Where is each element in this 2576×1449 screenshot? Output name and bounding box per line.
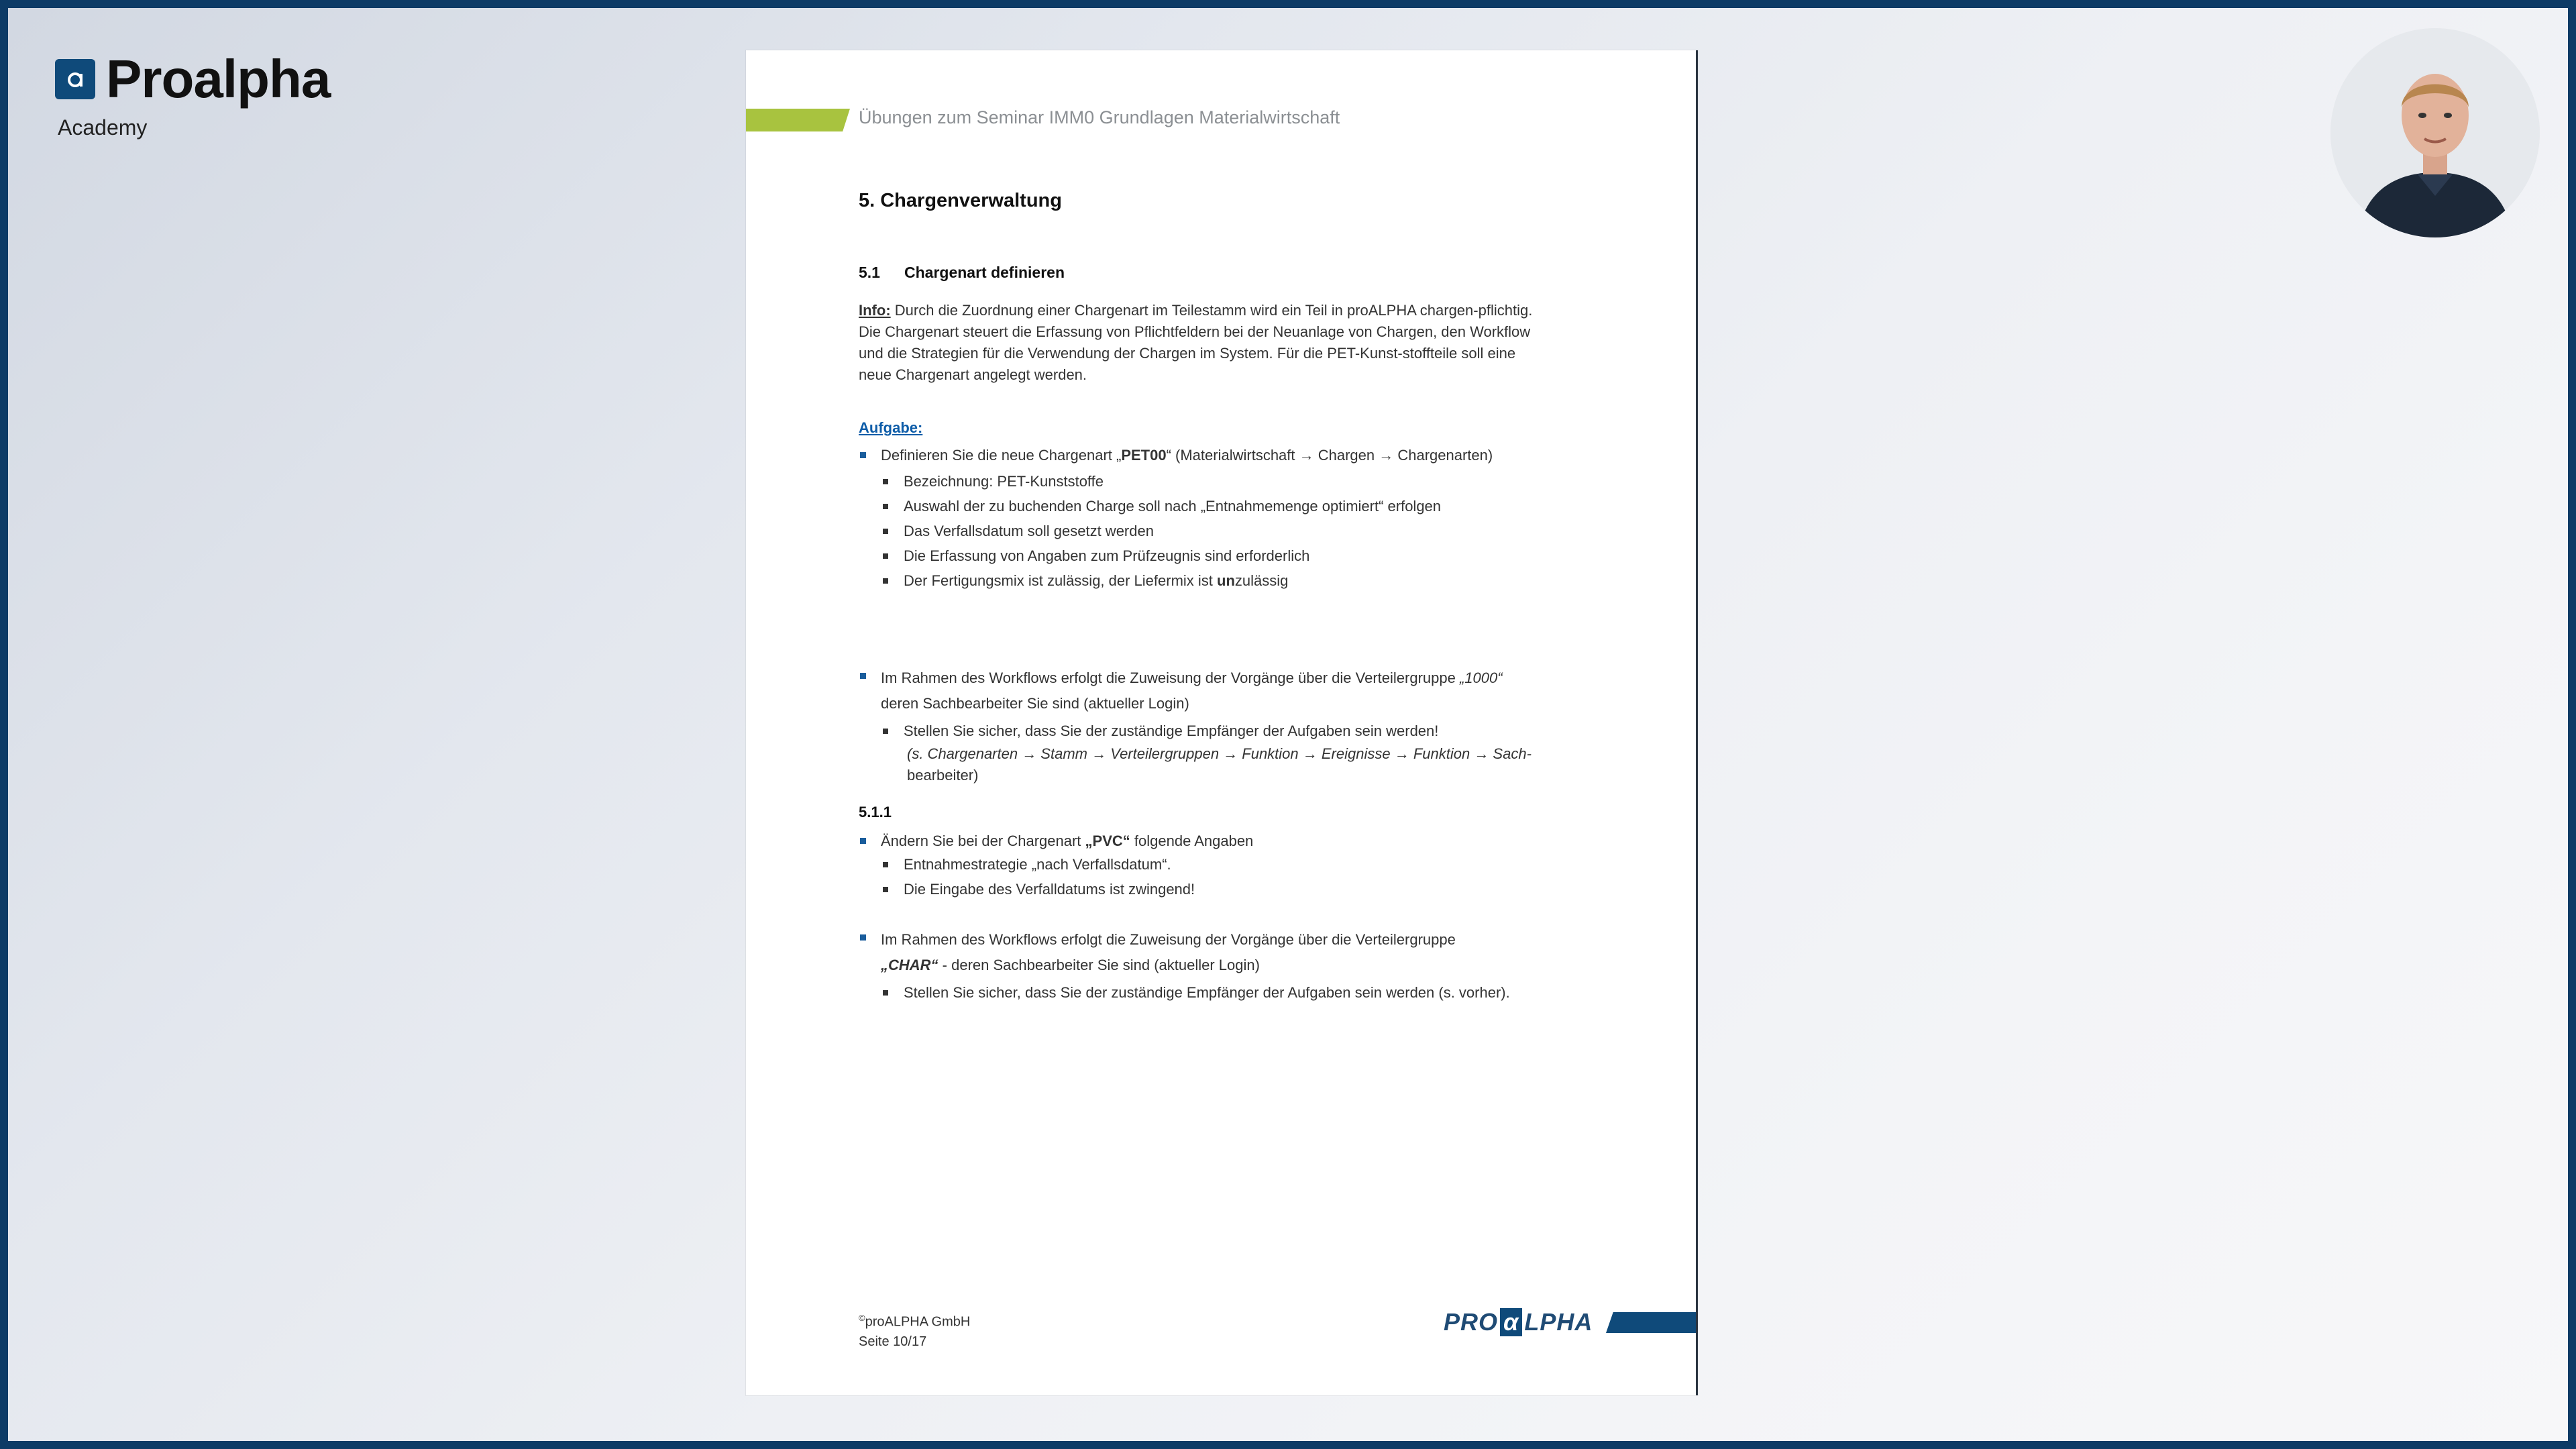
task-4: [859, 927, 1617, 1005]
presenter-webcam-avatar: [2330, 28, 2540, 237]
sub-list-item: Stellen Sie sicher, dass Sie der zuständige Empfänger der Aufgaben sein werden (s. vorher).: [859, 980, 1617, 1005]
sub-list-item: Stellen Sie sicher, dass Sie der zuständige Empfänger der Aufgaben sein werden!: [859, 718, 1617, 743]
sub-list-item: Entnahmestrategie „nach Verfallsdatum“.: [859, 852, 1617, 877]
sub-list-item: Das Verfallsdatum soll gesetzt werden: [859, 519, 1617, 543]
list-item: Im Rahmen des Workflows erfolgt die Zuweisung der Vorgänge über die Verteilergruppe „1000“ deren Sachbearbeiter Sie sind (aktueller Login): [859, 665, 1617, 716]
footer-company: proALPHA GmbH: [865, 1314, 971, 1330]
task-2: [859, 665, 1617, 786]
alpha-logo-icon: [55, 59, 95, 99]
brand-logo: [55, 49, 331, 140]
proalpha-footer-logo: PRO α LPHA: [1444, 1308, 1593, 1336]
subsection-title: Chargenart definieren: [904, 264, 1065, 281]
sub-list-item: Die Erfassung von Angaben zum Prüfzeugnis sind erforderlich: [859, 543, 1617, 568]
section-title: 5. Chargenverwaltung: [859, 190, 1062, 211]
info-paragraph: [859, 300, 1550, 386]
sub-list-item: Der Fertigungsmix ist zulässig, der Liefermix ist unzulässig: [859, 568, 1617, 593]
list-item: Im Rahmen des Workflows erfolgt die Zuweisung der Vorgänge über die Verteilergruppe „CHAR“ - deren Sachbearbeiter Sie sind (aktueller Login): [859, 927, 1617, 978]
brand-name: Proalpha: [106, 49, 331, 109]
footer-page-number: Seite 10/17: [859, 1334, 927, 1349]
info-label: Info:: [859, 302, 891, 319]
sub-list-item: Die Eingabe des Verfalldatums ist zwingend!: [859, 877, 1617, 902]
document-header: Übungen zum Seminar IMM0 Grundlagen Materialwirtschaft: [859, 107, 1340, 127]
task-1: [859, 445, 1617, 593]
document-page: [746, 50, 1698, 1395]
list-item: Ändern Sie bei der Chargenart „PVC“ folgende Angaben: [859, 830, 1617, 852]
list-item: Definieren Sie die neue Chargenart „PET00“ (Materialwirtschaft → Chargen → Chargenarten): [859, 445, 1617, 466]
video-stage: [8, 8, 2568, 1441]
sub-list-item: Bezeichnung: PET-Kunststoffe: [859, 469, 1617, 494]
header-accent-bar: [746, 109, 850, 131]
task-label: Aufgabe:: [859, 419, 923, 436]
sub-list-item: Auswahl der zu buchenden Charge soll nach „Entnahmemenge optimiert“ erfolgen: [859, 494, 1617, 519]
subsection-number-511: 5.1.1: [859, 804, 892, 820]
footer-accent-bar: [1606, 1312, 1696, 1333]
subsection-heading: [859, 264, 1065, 282]
info-text: Durch die Zuordnung einer Chargenart im Teilestamm wird ein Teil in proALPHA chargen-pflichtig. Die Chargenart steuert die Erfassung von Pflichtfeldern bei der Neuanlage von Chargen, den Workflow und die Strategien für die Verwendung der Chargen im System. Für die PET-Kunst-stoffteile soll eine neue Chargenart angelegt werden.: [859, 302, 1533, 383]
path-note: (s. Chargenarten → Stamm → Verteilergruppen → Funktion → Ereignisse → Funktion → Sach- bearbeiter): [907, 745, 1532, 784]
brand-subtitle: Academy: [58, 115, 148, 140]
document-footer: ©proALPHA GmbH Seite 10/17: [859, 1313, 971, 1349]
task-3: [859, 830, 1617, 902]
subsection-number: 5.1: [859, 264, 880, 281]
